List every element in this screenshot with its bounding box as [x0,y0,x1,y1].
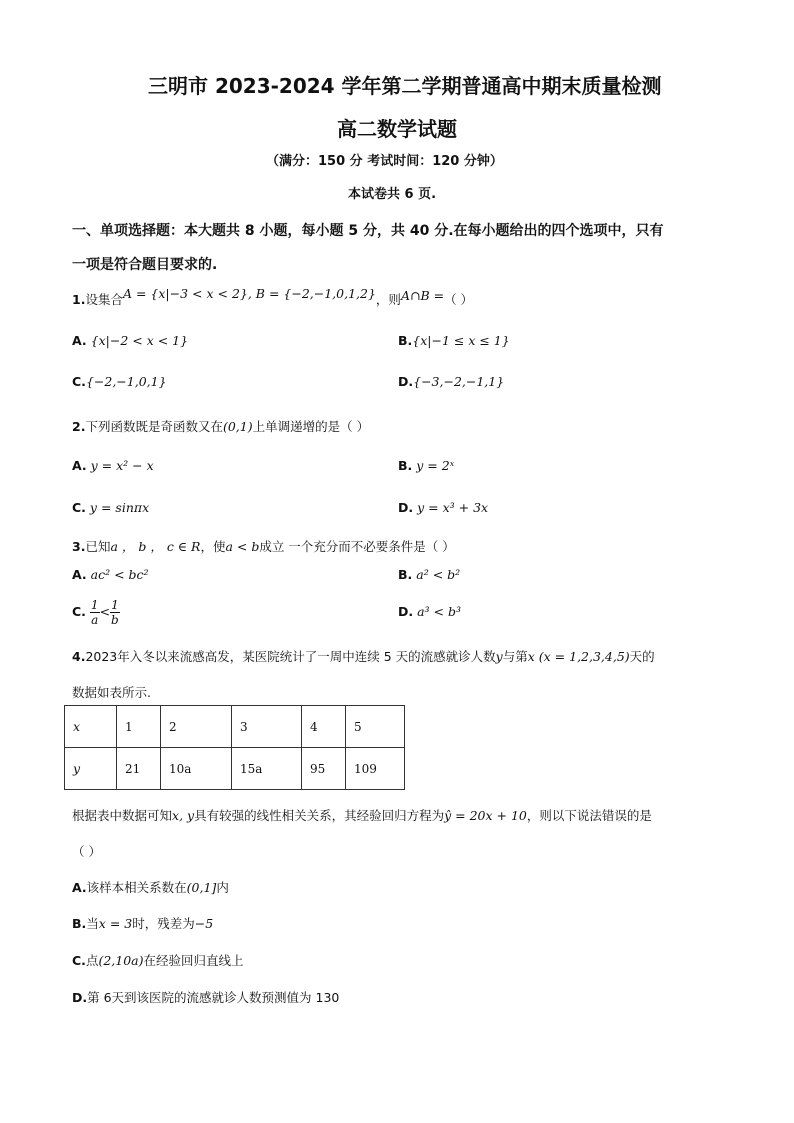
option-label: D. [72,990,88,1005]
question-text: ，使 [200,539,226,554]
table-row [65,706,405,748]
option-text: 在经验回归直线上 [143,953,244,968]
option-label: C. [72,604,86,619]
fraction [110,598,120,627]
question-text: 上单调递增的是（ ） [252,419,370,434]
question-text: 天的 [629,649,655,664]
option-math: ac² < bc² [90,567,149,582]
question-number: 1. [72,292,86,307]
option-label: A. [72,567,87,582]
option-a [72,878,229,896]
option-label: C. [72,953,86,968]
section-heading-line1: 一、单项选择题：本大题共 8 小题，每小题 5 分，共 40 分.在每小题给出的四个选项中，只有 [72,223,664,239]
table-cell: 15a [232,748,302,790]
fraction-numerator: 1 [90,598,99,612]
option-a [72,333,188,348]
table-cell: 10a [161,748,232,790]
table-row [65,748,405,790]
option-c [72,374,167,389]
option-math: y = 2ˣ [416,458,455,473]
exam-subtitle: 高二数学试题 [337,117,457,141]
question-number: 4. [72,649,86,664]
option-text: 点 [85,953,99,968]
option-math: {x|−2 < x < 1} [90,333,189,348]
question-text: 成立 一个充分而不必要条件是（ ） [259,539,455,554]
fraction-numerator: 1 [111,598,119,612]
option-label: B. [398,333,413,348]
question-text: 设集合 [85,292,123,307]
option-math: (2,10a) [98,953,144,968]
option-math: y = x³ + 3x [417,500,489,515]
question-text: 与第 [502,649,528,664]
question-2 [72,417,369,435]
answer-paren: （ ） [444,292,474,307]
question-1 [72,286,474,308]
option-b [398,567,460,582]
table-cell: 109 [346,748,405,790]
option-c [72,500,149,515]
question-math: A = {x|−3 < x < 2}, B = {−2,−1,0,1,2} [122,286,376,301]
question-math: a < b [225,539,260,554]
question-text: 具有较强的线性相关关系，其经验回归方程为 [194,808,445,823]
option-label: C. [72,374,86,389]
option-label: B. [398,458,413,473]
question-math: x (x = 1,2,3,4,5) [527,649,630,664]
option-d [398,500,488,515]
option-d [398,604,461,619]
exam-meta: （满分：150 分 考试时间：120 分钟） [266,154,503,169]
exam-page-count: 本试卷共 6 页. [348,187,437,202]
table-cell: 2 [161,706,232,748]
option-c [72,951,244,969]
option-label: B. [398,567,413,582]
question-text: ，则 [375,292,401,307]
question-math: x, y [172,808,195,823]
question-text: ，则以下说法错误的是 [526,808,652,823]
option-label: D. [398,500,414,515]
exam-title: 三明市 2023-2024 学年第二学期普通高中期末质量检测 [148,74,662,98]
option-math: y = sinπx [89,500,150,515]
option-a [72,458,154,473]
option-text: 第 6天到该医院的流感就诊人数预测值为 130 [87,990,340,1005]
option-text: 内 [216,880,229,895]
option-label: A. [72,458,87,473]
option-d [398,374,504,389]
fraction-denominator: a [91,613,99,627]
option-label: A. [72,333,87,348]
question-text: 根据表中数据可知 [72,808,173,823]
option-math: (0,1] [186,880,217,895]
option-text: 时，残差为 [132,916,195,931]
question-4-after-table [72,806,652,824]
table-cell: 21 [117,748,161,790]
table-cell: 1 [117,706,161,748]
option-label: D. [398,374,414,389]
option-math: a² < b² [416,567,461,582]
question-4 [72,647,655,665]
option-d [72,988,339,1006]
table-cell: 5 [346,706,405,748]
section-heading-line2: 一项是符合题目要求的. [72,257,218,273]
option-label: B. [72,916,87,931]
option-b [72,914,213,932]
option-math: < [99,604,111,619]
option-math: a³ < b³ [417,604,462,619]
option-math: {x|−1 ≤ x ≤ 1} [412,333,510,348]
fraction [90,598,100,627]
question-3 [72,537,455,555]
option-text: 当 [86,916,99,931]
option-b [398,458,454,473]
question-number: 2. [72,419,86,434]
table-cell: x [65,706,117,748]
option-math: {−2,−1,0,1} [85,374,167,389]
question-text: 2023年入冬以来流感高发，某医院统计了一周中连续 5 天的流感就诊人数 [85,649,496,664]
question-text: 已知 [85,539,111,554]
question-math: a ， b ， c ∈ R [110,539,201,554]
option-text: 该样本相关系数在 [86,880,187,895]
answer-paren: （ ） [72,844,101,859]
question-text: 下列函数既是奇函数又在 [85,419,223,434]
data-table [64,705,405,790]
option-a [72,567,149,582]
table-cell: 3 [232,706,302,748]
table-cell: 4 [302,706,346,748]
option-label: D. [398,604,414,619]
fraction-denominator: b [111,613,119,627]
question-number: 3. [72,539,86,554]
question-math: ŷ = 20x + 10 [444,808,527,823]
option-b [398,333,510,348]
question-math: A∩B = [400,288,445,303]
question-4-line2: 数据如表所示. [72,685,151,700]
table-cell: y [65,748,117,790]
question-math: y [495,649,503,664]
option-label: A. [72,880,87,895]
option-math: −5 [194,916,214,931]
question-math: (0,1) [222,419,253,434]
option-math: x = 3 [98,916,133,931]
option-math: {−3,−2,−1,1} [413,374,505,389]
table-cell: 95 [302,748,346,790]
option-c [72,598,120,627]
option-math: y = x² − x [90,458,154,473]
option-label: C. [72,500,86,515]
